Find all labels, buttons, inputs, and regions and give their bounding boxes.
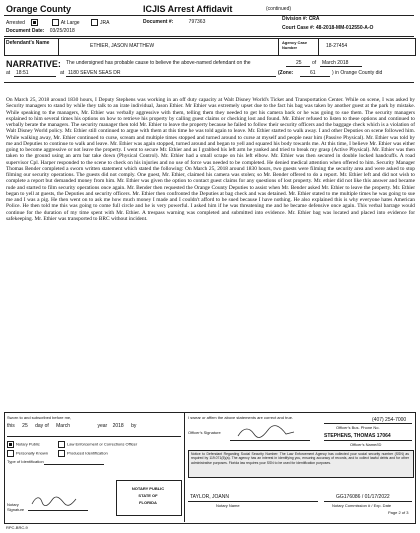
notary-signature-image — [30, 494, 80, 508]
seal-line-3: FLORIDA — [139, 500, 157, 505]
narrative-of: of — [312, 60, 317, 66]
zone-label: (Zone: — [278, 70, 294, 76]
agency-case-value: 18-27454 — [326, 43, 348, 49]
notary-public-option: Notary Public — [7, 441, 40, 448]
personally-known-checkbox[interactable] — [7, 450, 14, 457]
commission-line — [324, 501, 412, 502]
month-underline — [320, 66, 362, 67]
document-date-value: 03/25/2018 — [49, 28, 75, 34]
zone-value: 61 — [310, 70, 316, 76]
narrative-time: 18:51 — [16, 70, 29, 76]
zone-underline — [300, 76, 330, 77]
at-large-label: At Large — [60, 19, 80, 26]
sworn-year: 2018 — [112, 423, 124, 429]
type-of-id-line — [44, 464, 104, 465]
produced-id-option: Produced Identification — [58, 450, 108, 457]
document-date-field: Document Date: 03/25/2018 — [6, 28, 75, 34]
sworn-title: Sworn to and subscribed before me, — [7, 415, 72, 420]
notary-name: TAYLOR, JOANN — [190, 494, 229, 500]
defendant-name: ETHIER, JASON MATTHEW — [90, 43, 155, 49]
division-field: Division #: CRA — [282, 16, 320, 22]
seal-line-1: NOTARY PUBLIC — [131, 486, 165, 491]
continued-label: (continued) — [266, 6, 292, 12]
leo-checkbox[interactable] — [58, 441, 65, 448]
address-underline — [66, 76, 276, 77]
narrative-at: at — [6, 70, 11, 76]
form-number: RPC-BRC-9 — [6, 525, 28, 530]
type-of-id-label: Type of Identification — [7, 459, 44, 464]
officer-signature-line — [230, 440, 310, 441]
narrative-address: 1180 SEVEN SEAS DR — [68, 70, 121, 76]
notary-signature-label: Notary Signature — [7, 502, 25, 512]
narrative-month-year: March 2018 — [322, 60, 349, 66]
officer-phone: (407) 254-7000 — [372, 417, 407, 423]
swear-statement: I swear or affirm the above statements are correct and true. — [188, 415, 294, 420]
division-value: CRA — [308, 16, 320, 22]
header-rule — [4, 15, 414, 16]
signature-divider — [184, 412, 185, 522]
narrative-at-2: at — [60, 70, 65, 76]
jra-checkbox[interactable] — [91, 19, 98, 26]
officer-name: STEPHENS, THOMAS 17064 — [324, 433, 391, 439]
notary-public-checkbox[interactable] — [7, 441, 14, 448]
jra-label: JRA — [99, 19, 110, 26]
notary-name-line — [188, 501, 318, 502]
form-title: ICJIS Arrest Affidavit — [143, 4, 233, 14]
officer-signature-label: Officer's Signature — [188, 430, 221, 435]
court-case-value: 48-2018-MM-012550-A-O — [315, 25, 374, 31]
page-number: Page 2 of 3 — [388, 510, 409, 515]
court-case-field: Court Case #: 48-2018-MM-012550-A-O — [282, 25, 374, 31]
at-large-checkbox[interactable] — [52, 19, 59, 26]
ssn-notice-text: Notice to Defendant Regarding Social Security Number: The Law Enforcement Agency has collected your social security number (SSN) as required by 119.071(5)(a). The agency has an interest in identifying you, ensuring accuracy of records, and to collect lawful debts and for other administrative purposes. Florida law requires your SSN to be used for identification purposes. — [191, 452, 409, 465]
arrested-checkbox[interactable] — [31, 19, 38, 26]
document-number-field: Document #: 797363 — [143, 19, 206, 25]
narrative-intro: The undersigned has probable cause to believe the above-named defendant on the — [66, 60, 251, 66]
sworn-date-row: this 25 day of March year 2018 by — [7, 423, 137, 429]
personally-known-option: Personally Known — [7, 450, 48, 457]
defendant-row — [4, 38, 416, 56]
notary-commission: GG176086 / 01/17/2022 — [336, 494, 390, 500]
produced-id-checkbox[interactable] — [58, 450, 65, 457]
arrest-status-row — [6, 19, 109, 26]
arrested-label: Arrested — [6, 19, 25, 26]
notary-signature-line — [28, 510, 88, 511]
phone-label: Officer's Bus. Phone No. — [336, 425, 380, 430]
county-tail: ) in Orange County did — [332, 70, 383, 76]
sworn-by-line — [7, 436, 181, 437]
narrative-body: On March 25, 2018 around 1830 hours, I Deputy Stephens was working in an off duty capacity at Walt Disney World's Ticket and Transportation Center. While on scene, I was asked by Security managers to stand by while they talk to an irate individual, Jason Ethier. Mr Ethier was extremely upset due to the fact his bag was taken by another guest at the park by mistake. While speaking to the managers, Mr. Ethier was verbally aggressive with them, telling them they needed to get his camera back or he was going to sue them. The security managers explained to him several times his options on how to retrieve his property by calling guest claims or checking lost and found. Mr. Ethier refused to listen to these options and continued to verbally berate the managers. The security manager then told Mr. Ethier to leave the property because he failed to follow their security officers and the baggage check which is a violation of Walt Disney World policy. Mr. Ethier still continued to argue with them at this time he was told again to leave. Mr. Ethier started to walk away. I and other Deputies on scene followed him. While walking away, Mr. Ethier continued to curse, scream and multiple times stopped and turned around to curse at myself and people near him (Passive Physical). Mr. Ethier was told by me and Deputies to continue to walk and leave. Mr. Ethier was again stopped, turned around and began to yell and squared his body towards me. At this time, I believe Mr. Ethier was either going to become aggressive or not leave the property. I went to secure Mr. Ethier and as I grabbed his left arm he yanked and tried to break my grasp (Active Physical). Mr. Ethier was then taken to the ground using an arm bar take down (Physical Control). Mr. Ethier had a small scrape on his left elbow. Mr. Ethier was then secured in double locked handcuffs. A road supervisor Cpl. Harper responded to the scene to check on his injuries and no use of force was needed to be completed. He denied medical attention when offered to him. Security Manager Thomas Bender completed a sworn written statement which stated the following: On March 25, 2018 around 1830 hours, two guests were filming the security area and were asked to stop filming our security operations. The guests did not comply. One guest, Mr. Ethier, claimed his camera was stolen; so Mr. Bender offered to do a report. Mr. Ethier left and did not wish to complete a report but demanded money from him. Mr. Ethier was given the option to contact guest claims for any questions of lost property. Mr. ethier did not like this answer and became rude and started to film security operations once again. Mr. Bender then requested the Orange County Deputies to assist when Mr. Bender asked Mr. Ethier to leave the property. Mr. Ethier began to yell at guests, the Deputies and security officers. Mr. Ethier then confronted the Deputies at bag check and was detained. Mr. Ethier stated to me multiple times he was going to sue me and I was a pig. He then went on to ask me how much money I made and I couldn't afford to be sued because I have nothing. He also explained this is why everyone hates American Police. He then told me this was going to come full circle and he is very powerful. I asked him if he was threatening me and he became defensive once again. This verbal barrage would continue for the duration of my time spent with Mr. Ethier. A trespass warning was completed and submitted into evidence. Mr. Ethier bag was located and placed into evidence for safekeeping. Mr. Ethier was transported to BRC without incident. — [6, 97, 415, 222]
agency-divider — [278, 38, 279, 55]
officer-name-line — [324, 440, 412, 441]
document-number-value: 797363 — [188, 19, 206, 25]
narrative-label: NARRATIVE: — [6, 59, 61, 69]
defendant-divider — [58, 38, 59, 55]
narrative-day: 25 — [296, 60, 302, 66]
agency-case-label: Agency Case Number — [282, 40, 308, 50]
officer-name-label: Officer's Name/ID — [350, 442, 382, 447]
sworn-day: 25 — [22, 423, 28, 429]
narrative-rule — [4, 82, 414, 83]
county-title: Orange County — [6, 4, 72, 14]
day-underline — [286, 66, 310, 67]
rule-2 — [4, 36, 414, 37]
defendant-label: Defendant's Name — [6, 40, 50, 46]
time-underline — [14, 76, 56, 77]
agency-divider-2 — [318, 38, 319, 55]
sworn-month: March — [56, 423, 71, 429]
leo-option: Law Enforcement or Corrections Officer — [58, 441, 137, 448]
seal-line-2: STATE OF — [138, 493, 158, 498]
phone-line — [324, 423, 412, 424]
officer-signature-image — [236, 424, 296, 440]
notary-name-label: Notary Name — [216, 503, 240, 508]
commission-label: Notary Commission # / Exp. Date — [332, 503, 392, 508]
